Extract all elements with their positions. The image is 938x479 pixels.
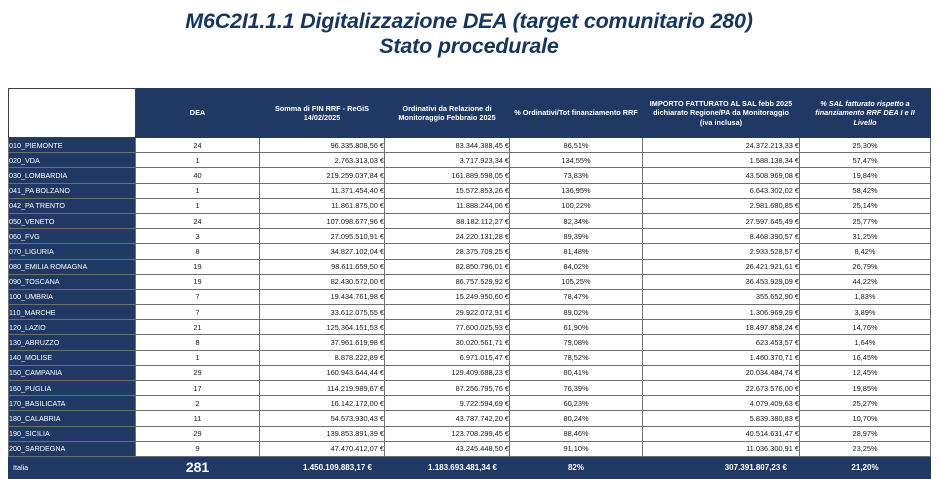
row-region-label: 100_UMBRIA xyxy=(9,289,136,304)
row-importo-fatturato: 22.673.576,00 € xyxy=(643,381,800,396)
total-pct-sal: 21,20% xyxy=(800,456,931,478)
row-pct-ordinativi: 73,83% xyxy=(510,168,643,183)
row-dea-count: 21 xyxy=(136,320,260,335)
row-dea-count: 1 xyxy=(136,198,260,213)
row-dea-count: 29 xyxy=(136,426,260,441)
row-dea-count: 8 xyxy=(136,335,260,350)
row-region-label: 080_EMILIA ROMAGNA xyxy=(9,259,136,274)
row-pct-sal: 10,70% xyxy=(800,411,931,426)
row-pct-sal: 23,25% xyxy=(800,441,931,456)
column-header-ordinativi: Ordinativi da Relazione di Monitoraggio Febbraio 2025 xyxy=(385,89,510,138)
table-row xyxy=(9,350,931,365)
row-region-label: 190_SICILIA xyxy=(9,426,136,441)
row-importo-fatturato: 623.453,57 € xyxy=(643,335,800,350)
row-fin-rrf: 114.219.989,67 € xyxy=(260,381,385,396)
row-pct-sal: 19,85% xyxy=(800,381,931,396)
row-pct-sal: 3,89% xyxy=(800,305,931,320)
row-region-label: 020_VDA xyxy=(9,153,136,168)
row-ordinativi: 15.249.950,60 € xyxy=(385,289,510,304)
row-importo-fatturato: 2.981.680,85 € xyxy=(643,198,800,213)
row-importo-fatturato: 24.372.213,33 € xyxy=(643,138,800,153)
row-importo-fatturato: 27.597.645,49 € xyxy=(643,213,800,228)
row-pct-sal: 31,25% xyxy=(800,229,931,244)
row-importo-fatturato: 26.421.921,61 € xyxy=(643,259,800,274)
row-ordinativi: 11.888.244,06 € xyxy=(385,198,510,213)
table-row xyxy=(9,138,931,153)
row-pct-sal: 44,22% xyxy=(800,274,931,289)
row-pct-ordinativi: 91,10% xyxy=(510,441,643,456)
row-pct-sal: 8,42% xyxy=(800,244,931,259)
row-ordinativi: 83.344.388,45 € xyxy=(385,138,510,153)
row-pct-ordinativi: 78,52% xyxy=(510,350,643,365)
row-region-label: 150_CAMPANIA xyxy=(9,365,136,380)
row-ordinativi: 161.889.598,05 € xyxy=(385,168,510,183)
row-fin-rrf: 54.573.930,43 € xyxy=(260,411,385,426)
row-ordinativi: 15.572.853,26 € xyxy=(385,183,510,198)
row-region-label: 180_CALABRIA xyxy=(9,411,136,426)
row-pct-ordinativi: 80,24% xyxy=(510,411,643,426)
row-region-label: 160_PUGLIA xyxy=(9,381,136,396)
row-fin-rrf: 8.878.222,89 € xyxy=(260,350,385,365)
row-dea-count: 3 xyxy=(136,229,260,244)
row-dea-count: 1 xyxy=(136,153,260,168)
total-label: Italia xyxy=(9,456,136,478)
row-fin-rrf: 82.430.572,00 € xyxy=(260,274,385,289)
row-ordinativi: 24.220.131,28 € xyxy=(385,229,510,244)
table-row xyxy=(9,441,931,456)
row-region-label: 030_LOMBARDIA xyxy=(9,168,136,183)
row-fin-rrf: 219.259.037,84 € xyxy=(260,168,385,183)
row-importo-fatturato: 1.306.969,29 € xyxy=(643,305,800,320)
column-header-pct-ordinativi: % Ordinativi/Tot finanziamento RRF xyxy=(510,89,643,138)
table-row xyxy=(9,213,931,228)
page-title xyxy=(0,0,938,59)
row-pct-ordinativi: 136,95% xyxy=(510,183,643,198)
row-fin-rrf: 47.470.412,07 € xyxy=(260,441,385,456)
row-importo-fatturato: 36.453.929,09 € xyxy=(643,274,800,289)
table-row xyxy=(9,259,931,274)
row-fin-rrf: 125.364.151,53 € xyxy=(260,320,385,335)
row-ordinativi: 29.922.072,91 € xyxy=(385,305,510,320)
total-fin-rrf: 1.450.109.883,17 € xyxy=(260,456,385,478)
row-pct-sal: 12,45% xyxy=(800,365,931,380)
row-ordinativi: 30.020.561,71 € xyxy=(385,335,510,350)
row-ordinativi: 87.256.795,76 € xyxy=(385,381,510,396)
row-pct-ordinativi: 76,39% xyxy=(510,381,643,396)
column-header-importo-fatturato: IMPORTO FATTURATO AL SAL febb 2025 dichiarato Regione/PA da Monitoraggio (iva inclusa) xyxy=(643,89,800,138)
row-pct-ordinativi: 134,55% xyxy=(510,153,643,168)
row-pct-ordinativi: 61,90% xyxy=(510,320,643,335)
row-ordinativi: 88.182.112,27 € xyxy=(385,213,510,228)
table-row xyxy=(9,198,931,213)
row-importo-fatturato: 43.508.969,08 € xyxy=(643,168,800,183)
row-importo-fatturato: 4.079.409,63 € xyxy=(643,396,800,411)
row-region-label: 110_MARCHE xyxy=(9,305,136,320)
row-dea-count: 29 xyxy=(136,365,260,380)
row-fin-rrf: 33.612.075,55 € xyxy=(260,305,385,320)
total-dea-count: 281 xyxy=(136,456,260,478)
row-ordinativi: 28.375.709,25 € xyxy=(385,244,510,259)
row-pct-ordinativi: 100,22% xyxy=(510,198,643,213)
row-importo-fatturato: 18.497.858,24 € xyxy=(643,320,800,335)
row-ordinativi: 123.708.299,45 € xyxy=(385,426,510,441)
table-footer xyxy=(9,456,931,478)
row-pct-ordinativi: 89,39% xyxy=(510,229,643,244)
row-dea-count: 19 xyxy=(136,274,260,289)
data-table-container xyxy=(8,88,930,479)
row-dea-count: 9 xyxy=(136,441,260,456)
row-region-label: 010_PIEMONTE xyxy=(9,138,136,153)
row-pct-sal: 28,97% xyxy=(800,426,931,441)
row-pct-sal: 14,76% xyxy=(800,320,931,335)
table-header-row xyxy=(9,89,931,138)
column-header-pct-sal: % SAL fatturato rispetto a finanziamento RRF DEA I e II Livello xyxy=(800,89,931,138)
row-ordinativi: 82.850.796,01 € xyxy=(385,259,510,274)
row-pct-ordinativi: 60,23% xyxy=(510,396,643,411)
row-fin-rrf: 16.142.172,00 € xyxy=(260,396,385,411)
row-pct-sal: 25,30% xyxy=(800,138,931,153)
table-row xyxy=(9,320,931,335)
row-dea-count: 40 xyxy=(136,168,260,183)
row-region-label: 041_PA BOLZANO xyxy=(9,183,136,198)
row-region-label: 200_SARDEGNA xyxy=(9,441,136,456)
row-dea-count: 1 xyxy=(136,350,260,365)
row-importo-fatturato: 355.652,90 € xyxy=(643,289,800,304)
row-ordinativi: 129.409.688,23 € xyxy=(385,365,510,380)
row-pct-ordinativi: 88,46% xyxy=(510,426,643,441)
row-fin-rrf: 27.095.510,91 € xyxy=(260,229,385,244)
row-dea-count: 7 xyxy=(136,289,260,304)
total-pct-ordinativi: 82% xyxy=(510,456,643,478)
table-row xyxy=(9,365,931,380)
row-importo-fatturato: 1.460.370,71 € xyxy=(643,350,800,365)
row-importo-fatturato: 2.933.528,57 € xyxy=(643,244,800,259)
row-fin-rrf: 107.098.677,96 € xyxy=(260,213,385,228)
row-dea-count: 24 xyxy=(136,213,260,228)
row-pct-ordinativi: 80,41% xyxy=(510,365,643,380)
row-pct-sal: 16,45% xyxy=(800,350,931,365)
row-ordinativi: 6.971.015,47 € xyxy=(385,350,510,365)
row-fin-rrf: 11.861.875,00 € xyxy=(260,198,385,213)
row-dea-count: 11 xyxy=(136,411,260,426)
table-row xyxy=(9,411,931,426)
row-pct-sal: 26,79% xyxy=(800,259,931,274)
row-pct-sal: 57,47% xyxy=(800,153,931,168)
row-region-label: 060_FVG xyxy=(9,229,136,244)
table-row xyxy=(9,229,931,244)
row-pct-sal: 25,77% xyxy=(800,213,931,228)
row-pct-sal: 25,27% xyxy=(800,396,931,411)
row-dea-count: 17 xyxy=(136,381,260,396)
row-fin-rrf: 2.763.313,03 € xyxy=(260,153,385,168)
row-fin-rrf: 19.434.761,98 € xyxy=(260,289,385,304)
row-fin-rrf: 96.335.808,56 € xyxy=(260,138,385,153)
dea-status-table xyxy=(8,88,931,479)
table-row xyxy=(9,153,931,168)
table-row xyxy=(9,396,931,411)
total-ordinativi: 1.183.693.481,34 € xyxy=(385,456,510,478)
row-ordinativi: 3.717.923,34 € xyxy=(385,153,510,168)
row-pct-ordinativi: 89,02% xyxy=(510,305,643,320)
title-line-1: M6C2I1.1.1 Digitalizzazione DEA (target comunitario 280) xyxy=(185,9,753,33)
row-pct-sal: 25,14% xyxy=(800,198,931,213)
total-importo-fatturato: 307.391.807,23 € xyxy=(643,456,800,478)
row-ordinativi: 43.787.742,20 € xyxy=(385,411,510,426)
row-fin-rrf: 139.853.891,39 € xyxy=(260,426,385,441)
column-header-dea: DEA xyxy=(136,89,260,138)
row-pct-sal: 1,64% xyxy=(800,335,931,350)
row-importo-fatturato: 11.036.300,91 € xyxy=(643,441,800,456)
row-fin-rrf: 37.961.619,98 € xyxy=(260,335,385,350)
table-total-row xyxy=(9,456,931,478)
table-row xyxy=(9,335,931,350)
column-header-fin-rrf: Somma di FIN RRF - ReGiS 14/02/2025 xyxy=(260,89,385,138)
row-importo-fatturato: 1.588.138,34 € xyxy=(643,153,800,168)
table-row xyxy=(9,289,931,304)
row-pct-ordinativi: 84,02% xyxy=(510,259,643,274)
row-pct-sal: 58,42% xyxy=(800,183,931,198)
table-row xyxy=(9,426,931,441)
row-ordinativi: 77.600.025,93 € xyxy=(385,320,510,335)
row-importo-fatturato: 20.034.484,74 € xyxy=(643,365,800,380)
row-fin-rrf: 98.611.659,50 € xyxy=(260,259,385,274)
row-ordinativi: 43.245.448,50 € xyxy=(385,441,510,456)
table-row xyxy=(9,381,931,396)
row-fin-rrf: 160.943.644,44 € xyxy=(260,365,385,380)
table-row xyxy=(9,168,931,183)
row-region-label: 042_PA TRENTO xyxy=(9,198,136,213)
table-row xyxy=(9,244,931,259)
row-region-label: 140_MOLISE xyxy=(9,350,136,365)
row-dea-count: 1 xyxy=(136,183,260,198)
table-body xyxy=(9,138,931,457)
row-fin-rrf: 34.827.102,04 € xyxy=(260,244,385,259)
row-importo-fatturato: 8.468.390,57 € xyxy=(643,229,800,244)
row-pct-ordinativi: 78,47% xyxy=(510,289,643,304)
row-ordinativi: 86.757.529,92 € xyxy=(385,274,510,289)
row-pct-ordinativi: 82,34% xyxy=(510,213,643,228)
row-dea-count: 2 xyxy=(136,396,260,411)
table-row xyxy=(9,183,931,198)
row-region-label: 120_LAZIO xyxy=(9,320,136,335)
row-region-label: 130_ABRUZZO xyxy=(9,335,136,350)
row-importo-fatturato: 5.839.380,83 € xyxy=(643,411,800,426)
row-region-label: 170_BASILICATA xyxy=(9,396,136,411)
row-pct-ordinativi: 86,51% xyxy=(510,138,643,153)
column-header-region xyxy=(9,89,136,138)
row-pct-sal: 1,83% xyxy=(800,289,931,304)
row-ordinativi: 9.722.594,69 € xyxy=(385,396,510,411)
table-row xyxy=(9,274,931,289)
table-row xyxy=(9,305,931,320)
row-pct-ordinativi: 79,08% xyxy=(510,335,643,350)
row-pct-ordinativi: 105,25% xyxy=(510,274,643,289)
title-line-2: Stato procedurale xyxy=(379,34,559,58)
row-region-label: 050_VENETO xyxy=(9,213,136,228)
row-dea-count: 7 xyxy=(136,305,260,320)
row-dea-count: 8 xyxy=(136,244,260,259)
row-dea-count: 19 xyxy=(136,259,260,274)
row-fin-rrf: 11.371.454,40 € xyxy=(260,183,385,198)
row-importo-fatturato: 40.514.631,47 € xyxy=(643,426,800,441)
row-pct-sal: 19,84% xyxy=(800,168,931,183)
row-region-label: 070_LIGURIA xyxy=(9,244,136,259)
row-dea-count: 24 xyxy=(136,138,260,153)
row-pct-ordinativi: 81,48% xyxy=(510,244,643,259)
row-region-label: 090_TOSCANA xyxy=(9,274,136,289)
row-importo-fatturato: 6.643.302,02 € xyxy=(643,183,800,198)
